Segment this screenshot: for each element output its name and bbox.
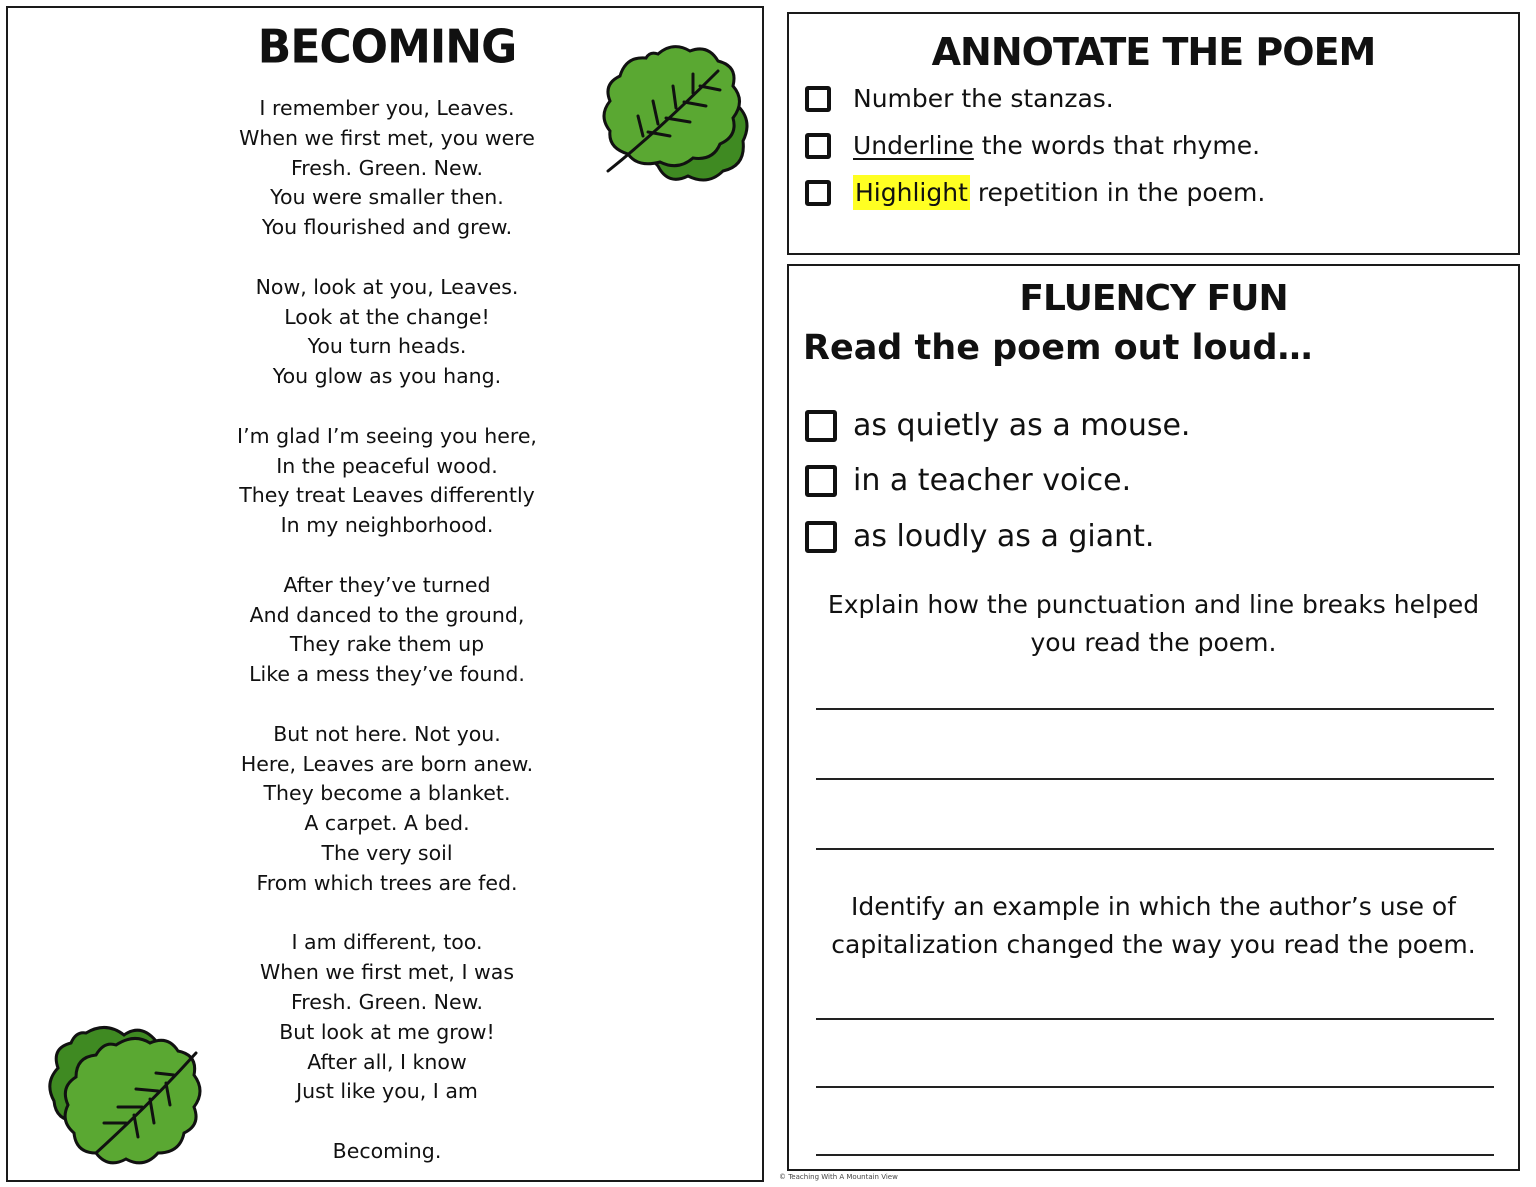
answer-line[interactable]	[816, 778, 1494, 780]
poem-line: And danced to the ground,	[249, 602, 525, 627]
poem-line: Look at the change!	[284, 304, 490, 329]
poem-stanza	[8, 422, 766, 541]
prompt-line: capitalization changed the way you read the poem.	[831, 930, 1476, 959]
poem-line: You turn heads.	[307, 334, 467, 359]
poem-line: I remember you, Leaves.	[259, 96, 515, 120]
poem-line: Here, Leaves are born anew.	[240, 751, 534, 776]
poem-body	[8, 94, 766, 1167]
fluency-item	[805, 519, 1154, 554]
poem-stanza	[8, 273, 766, 392]
leaf-icon	[598, 36, 758, 186]
annotate-panel	[787, 12, 1520, 255]
annotate-item-number	[805, 84, 1114, 113]
checkbox[interactable]	[805, 521, 837, 553]
poem-line: Now, look at you, Leaves.	[255, 274, 519, 299]
poem-line: Like a mess they’ve found.	[249, 662, 525, 687]
underline-word: Underline	[853, 131, 974, 160]
annotate-item-rest: the words that rhyme.	[973, 131, 1261, 160]
poem-line: When we first met, you were	[239, 125, 535, 150]
poem-line: But not here. Not you.	[273, 721, 501, 746]
annotate-item-rest: repetition in the poem.	[969, 178, 1266, 207]
poem-stanza	[8, 720, 766, 899]
checkbox[interactable]	[805, 86, 831, 112]
answer-line[interactable]	[816, 708, 1494, 710]
poem-line: The very soil	[321, 840, 453, 865]
fluency-item-text: as quietly as a mouse.	[853, 408, 1191, 443]
annotate-item-text: Number the stanzas.	[853, 84, 1114, 113]
fluency-subtitle: Read the poem out loud…	[803, 328, 1313, 368]
copyright-text: © Teaching With A Mountain View	[779, 1173, 898, 1181]
poem-line: They become a blanket.	[263, 781, 511, 806]
leaf-icon	[46, 1013, 206, 1173]
leaf-front	[65, 1038, 200, 1162]
poem-line: After they’ve turned	[283, 572, 491, 597]
checkbox[interactable]	[805, 180, 831, 206]
answer-line[interactable]	[816, 1018, 1494, 1020]
poem-line: You glow as you hang.	[272, 364, 502, 389]
fluency-title: FLUENCY FUN	[1019, 278, 1288, 319]
poem-line: You flourished and grew.	[261, 215, 513, 240]
answer-line[interactable]	[816, 1086, 1494, 1088]
fluency-item	[805, 408, 1190, 443]
poem-stanza	[8, 571, 766, 690]
fluency-item-text: in a teacher voice.	[853, 463, 1132, 498]
answer-line[interactable]	[816, 1154, 1494, 1156]
checkbox[interactable]	[805, 465, 837, 497]
annotate-item-highlight	[805, 178, 1265, 207]
poem-line: But look at me grow!	[279, 1019, 495, 1044]
poem-panel	[6, 6, 764, 1182]
poem-line: I am different, too.	[291, 930, 483, 955]
answer-line[interactable]	[816, 848, 1494, 850]
poem-line: After all, I know	[307, 1049, 467, 1074]
poem-line: A carpet. A bed.	[304, 811, 470, 836]
checkbox[interactable]	[805, 133, 831, 159]
poem-line: I’m glad I’m seeing you here,	[237, 423, 537, 448]
poem-line: When we first met, I was	[259, 960, 515, 985]
fluency-item	[805, 463, 1131, 498]
prompt-capitalization	[809, 888, 1498, 964]
fluency-item-text: as loudly as a giant.	[853, 519, 1155, 554]
prompt-line: Identify an example in which the author’s use of	[850, 892, 1457, 921]
poem-line: Becoming.	[332, 1138, 442, 1163]
poem-line: From which trees are fed.	[256, 870, 518, 895]
checkbox[interactable]	[805, 410, 837, 442]
annotate-item-text	[853, 178, 1265, 207]
prompt-line: Explain how the punctuation and line breaks helped	[827, 590, 1480, 619]
poem-line: They rake them up	[289, 632, 485, 657]
poem-line: They treat Leaves differently	[239, 483, 535, 508]
leaf-front	[604, 47, 740, 166]
prompt-line: you read the poem.	[1030, 628, 1277, 657]
highlight-word: Highlight	[853, 175, 970, 210]
poem-line: You were smaller then.	[270, 185, 504, 210]
poem-line: In my neighborhood.	[280, 513, 494, 538]
prompt-punctuation	[809, 586, 1498, 662]
fluency-panel	[787, 264, 1520, 1171]
annotate-item-underline	[805, 131, 1260, 160]
annotate-item-text	[853, 131, 1260, 160]
poem-title: BECOMING	[257, 20, 517, 75]
poem-line: Just like you, I am	[296, 1079, 478, 1104]
poem-line: Fresh. Green. New.	[290, 989, 484, 1014]
poem-line: Fresh. Green. New.	[290, 155, 484, 180]
annotate-title: ANNOTATE THE POEM	[931, 30, 1376, 74]
poem-line: In the peaceful wood.	[276, 453, 498, 478]
